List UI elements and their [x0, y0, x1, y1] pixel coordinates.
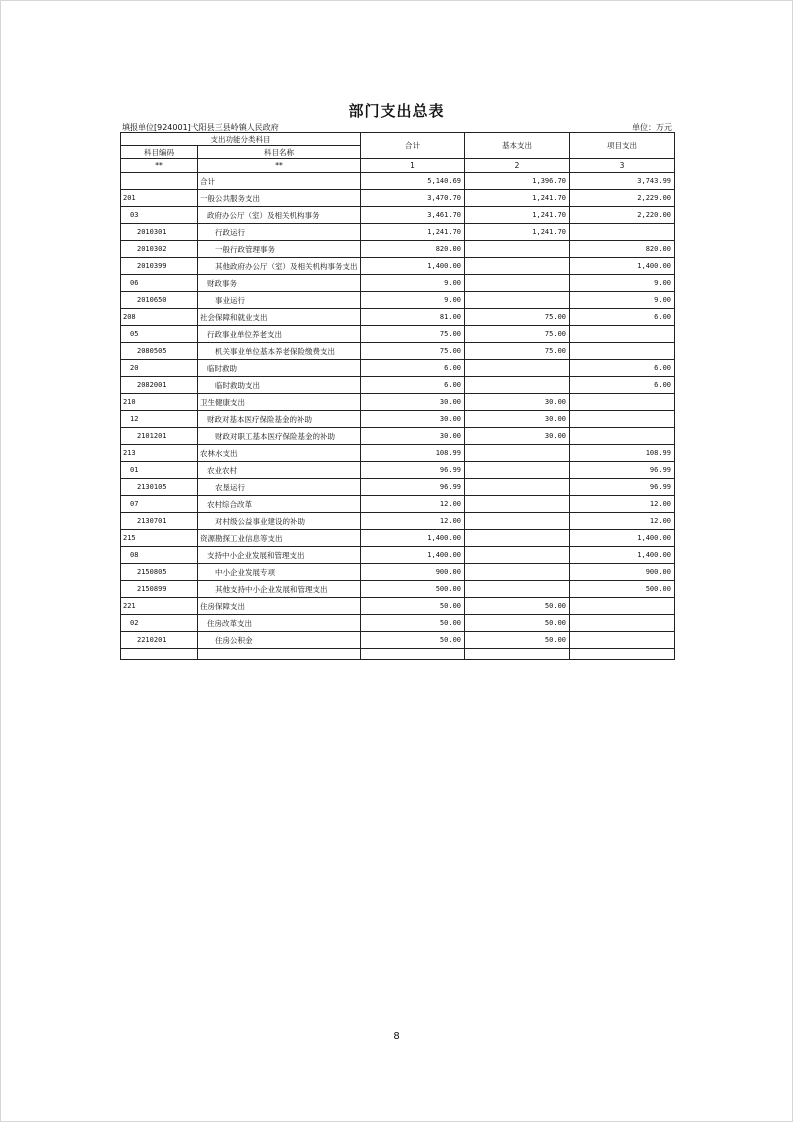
name-cell: 临时救助: [198, 360, 361, 377]
basic-cell: [465, 292, 570, 309]
total-header: 合计: [361, 133, 465, 159]
code-cell: 2080505: [121, 343, 198, 360]
project-cell: 108.99: [570, 445, 675, 462]
header-row-group: [121, 133, 675, 146]
header-row-index: [121, 159, 675, 173]
code-cell: 215: [121, 530, 198, 547]
total-cell: 6.00: [361, 360, 465, 377]
table-row: [121, 224, 675, 241]
table-row: [121, 411, 675, 428]
basic-cell: [465, 479, 570, 496]
name-cell: 支持中小企业发展和管理支出: [198, 547, 361, 564]
total-cell: 1,400.00: [361, 547, 465, 564]
code-cell: 2130701: [121, 513, 198, 530]
table-row: [121, 530, 675, 547]
project-cell: [570, 598, 675, 615]
total-cell: 108.99: [361, 445, 465, 462]
table-row: [121, 564, 675, 581]
table-row: [121, 428, 675, 445]
basic-cell: [465, 581, 570, 598]
name-cell: 财政事务: [198, 275, 361, 292]
total-cell: 5,140.69: [361, 173, 465, 190]
basic-cell: [465, 445, 570, 462]
table-row: [121, 326, 675, 343]
project-cell: [570, 428, 675, 445]
empty-cell: [121, 649, 198, 660]
project-cell: 9.00: [570, 292, 675, 309]
code-cell: 01: [121, 462, 198, 479]
page-title: 部门支出总表: [348, 102, 445, 120]
name-cell: 行政事业单位养老支出: [198, 326, 361, 343]
code-cell: 208: [121, 309, 198, 326]
basic-cell: 50.00: [465, 632, 570, 649]
basic-cell: [465, 564, 570, 581]
col-index-3: 3: [570, 159, 675, 173]
code-cell: 2130105: [121, 479, 198, 496]
project-cell: 6.00: [570, 309, 675, 326]
code-cell: 2150899: [121, 581, 198, 598]
empty-cell: [361, 649, 465, 660]
name-cell: 合计: [198, 173, 361, 190]
name-cell: 一般行政管理事务: [198, 241, 361, 258]
name-cell: 社会保障和就业支出: [198, 309, 361, 326]
table-body: [121, 173, 675, 660]
name-cell: 对村级公益事业建设的补助: [198, 513, 361, 530]
basic-cell: 1,241.70: [465, 190, 570, 207]
name-cell: 卫生健康支出: [198, 394, 361, 411]
table-row: [121, 615, 675, 632]
project-cell: 1,400.00: [570, 258, 675, 275]
total-cell: 1,400.00: [361, 530, 465, 547]
code-cell: 2010302: [121, 241, 198, 258]
code-cell: 05: [121, 326, 198, 343]
table-row: [121, 547, 675, 564]
basic-cell: [465, 241, 570, 258]
total-cell: 50.00: [361, 615, 465, 632]
code-cell: 2010301: [121, 224, 198, 241]
name-cell: 中小企业发展专项: [198, 564, 361, 581]
reporting-unit: 填报单位[924001]弋阳县三县岭镇人民政府: [122, 123, 279, 132]
currency-unit: 单位：万元: [632, 123, 672, 132]
basic-cell: 1,241.70: [465, 224, 570, 241]
total-cell: 6.00: [361, 377, 465, 394]
project-cell: 12.00: [570, 513, 675, 530]
name-cell: 住房公积金: [198, 632, 361, 649]
basic-cell: 75.00: [465, 309, 570, 326]
basic-cell: [465, 530, 570, 547]
basic-cell: 75.00: [465, 326, 570, 343]
project-cell: 500.00: [570, 581, 675, 598]
name-cell: 其他支持中小企业发展和管理支出: [198, 581, 361, 598]
code-header: 科目编码: [121, 146, 198, 159]
basic-cell: [465, 547, 570, 564]
empty-cell: [465, 649, 570, 660]
project-cell: [570, 615, 675, 632]
project-cell: 1,400.00: [570, 530, 675, 547]
basic-cell: [465, 496, 570, 513]
total-cell: 900.00: [361, 564, 465, 581]
code-cell: 213: [121, 445, 198, 462]
total-cell: 3,461.70: [361, 207, 465, 224]
basic-cell: 50.00: [465, 615, 570, 632]
project-header: 项目支出: [570, 133, 675, 159]
total-cell: 75.00: [361, 343, 465, 360]
name-cell: 农村综合改革: [198, 496, 361, 513]
total-cell: 12.00: [361, 513, 465, 530]
col-index-1: 1: [361, 159, 465, 173]
code-cell: 2210201: [121, 632, 198, 649]
name-cell: 机关事业单位基本养老保险缴费支出: [198, 343, 361, 360]
code-cell: 07: [121, 496, 198, 513]
basic-cell: 50.00: [465, 598, 570, 615]
empty-row: [121, 649, 675, 660]
code-cell: 2010650: [121, 292, 198, 309]
table-row: [121, 292, 675, 309]
col-index-2: 2: [465, 159, 570, 173]
project-cell: [570, 326, 675, 343]
name-cell: 政府办公厅（室）及相关机构事务: [198, 207, 361, 224]
code-marker: **: [121, 159, 198, 173]
project-cell: 2,220.00: [570, 207, 675, 224]
project-cell: 900.00: [570, 564, 675, 581]
func-class-header: 支出功能分类科目: [121, 133, 361, 146]
table-row: [121, 360, 675, 377]
code-cell: 221: [121, 598, 198, 615]
table-row: [121, 598, 675, 615]
code-cell: 08: [121, 547, 198, 564]
name-cell: 事业运行: [198, 292, 361, 309]
total-cell: 500.00: [361, 581, 465, 598]
basic-cell: [465, 377, 570, 394]
project-cell: [570, 411, 675, 428]
project-cell: [570, 343, 675, 360]
total-cell: 30.00: [361, 428, 465, 445]
basic-cell: 1,396.70: [465, 173, 570, 190]
total-cell: 1,400.00: [361, 258, 465, 275]
basic-cell: [465, 360, 570, 377]
table-row: [121, 581, 675, 598]
project-cell: 12.00: [570, 496, 675, 513]
name-cell: 农业农村: [198, 462, 361, 479]
name-cell: 一般公共服务支出: [198, 190, 361, 207]
code-cell: 03: [121, 207, 198, 224]
basic-header: 基本支出: [465, 133, 570, 159]
project-cell: [570, 632, 675, 649]
name-cell: 住房保障支出: [198, 598, 361, 615]
basic-cell: [465, 258, 570, 275]
basic-cell: [465, 513, 570, 530]
table-row: [121, 241, 675, 258]
total-cell: 50.00: [361, 598, 465, 615]
table-row: [121, 394, 675, 411]
project-cell: 1,400.00: [570, 547, 675, 564]
basic-cell: 75.00: [465, 343, 570, 360]
project-cell: [570, 394, 675, 411]
code-cell: 210: [121, 394, 198, 411]
basic-cell: 1,241.70: [465, 207, 570, 224]
name-cell: 农林水支出: [198, 445, 361, 462]
total-cell: 30.00: [361, 394, 465, 411]
page-number: 8: [393, 1031, 400, 1042]
total-cell: 96.99: [361, 462, 465, 479]
basic-cell: [465, 462, 570, 479]
project-cell: 3,743.99: [570, 173, 675, 190]
code-cell: 02: [121, 615, 198, 632]
code-cell: 06: [121, 275, 198, 292]
total-cell: 9.00: [361, 292, 465, 309]
basic-cell: 30.00: [465, 428, 570, 445]
name-cell: 农垦运行: [198, 479, 361, 496]
table-row: [121, 190, 675, 207]
table-row: [121, 632, 675, 649]
name-cell: 财政对基本医疗保险基金的补助: [198, 411, 361, 428]
table-row: [121, 343, 675, 360]
name-cell: 临时救助支出: [198, 377, 361, 394]
table-row: [121, 377, 675, 394]
name-cell: 资源勘探工业信息等支出: [198, 530, 361, 547]
name-marker: **: [198, 159, 361, 173]
code-cell: 20: [121, 360, 198, 377]
table-row: [121, 275, 675, 292]
basic-cell: 30.00: [465, 394, 570, 411]
total-cell: 9.00: [361, 275, 465, 292]
project-cell: 2,229.00: [570, 190, 675, 207]
table-row: [121, 258, 675, 275]
basic-cell: 30.00: [465, 411, 570, 428]
table-row: [121, 207, 675, 224]
total-cell: 30.00: [361, 411, 465, 428]
code-cell: 2101201: [121, 428, 198, 445]
total-cell: 81.00: [361, 309, 465, 326]
total-cell: 820.00: [361, 241, 465, 258]
expenditure-table: [120, 132, 675, 660]
project-cell: [570, 224, 675, 241]
name-cell: 财政对职工基本医疗保险基金的补助: [198, 428, 361, 445]
code-cell: [121, 173, 198, 190]
project-cell: 96.99: [570, 462, 675, 479]
table-row: [121, 173, 675, 190]
table-row: [121, 496, 675, 513]
name-header: 科目名称: [198, 146, 361, 159]
total-cell: 75.00: [361, 326, 465, 343]
total-cell: 1,241.70: [361, 224, 465, 241]
project-cell: 96.99: [570, 479, 675, 496]
project-cell: 820.00: [570, 241, 675, 258]
project-cell: 6.00: [570, 360, 675, 377]
code-cell: 2082001: [121, 377, 198, 394]
name-cell: 其他政府办公厅（室）及相关机构事务支出: [198, 258, 361, 275]
total-cell: 12.00: [361, 496, 465, 513]
basic-cell: [465, 275, 570, 292]
table-row: [121, 479, 675, 496]
total-cell: 3,470.70: [361, 190, 465, 207]
code-cell: 12: [121, 411, 198, 428]
table-row: [121, 309, 675, 326]
total-cell: 50.00: [361, 632, 465, 649]
code-cell: 2010399: [121, 258, 198, 275]
table-row: [121, 513, 675, 530]
name-cell: 住房改革支出: [198, 615, 361, 632]
table-row: [121, 445, 675, 462]
code-cell: 2150805: [121, 564, 198, 581]
total-cell: 96.99: [361, 479, 465, 496]
empty-cell: [570, 649, 675, 660]
table-row: [121, 462, 675, 479]
project-cell: 9.00: [570, 275, 675, 292]
empty-cell: [198, 649, 361, 660]
name-cell: 行政运行: [198, 224, 361, 241]
code-cell: 201: [121, 190, 198, 207]
project-cell: 6.00: [570, 377, 675, 394]
